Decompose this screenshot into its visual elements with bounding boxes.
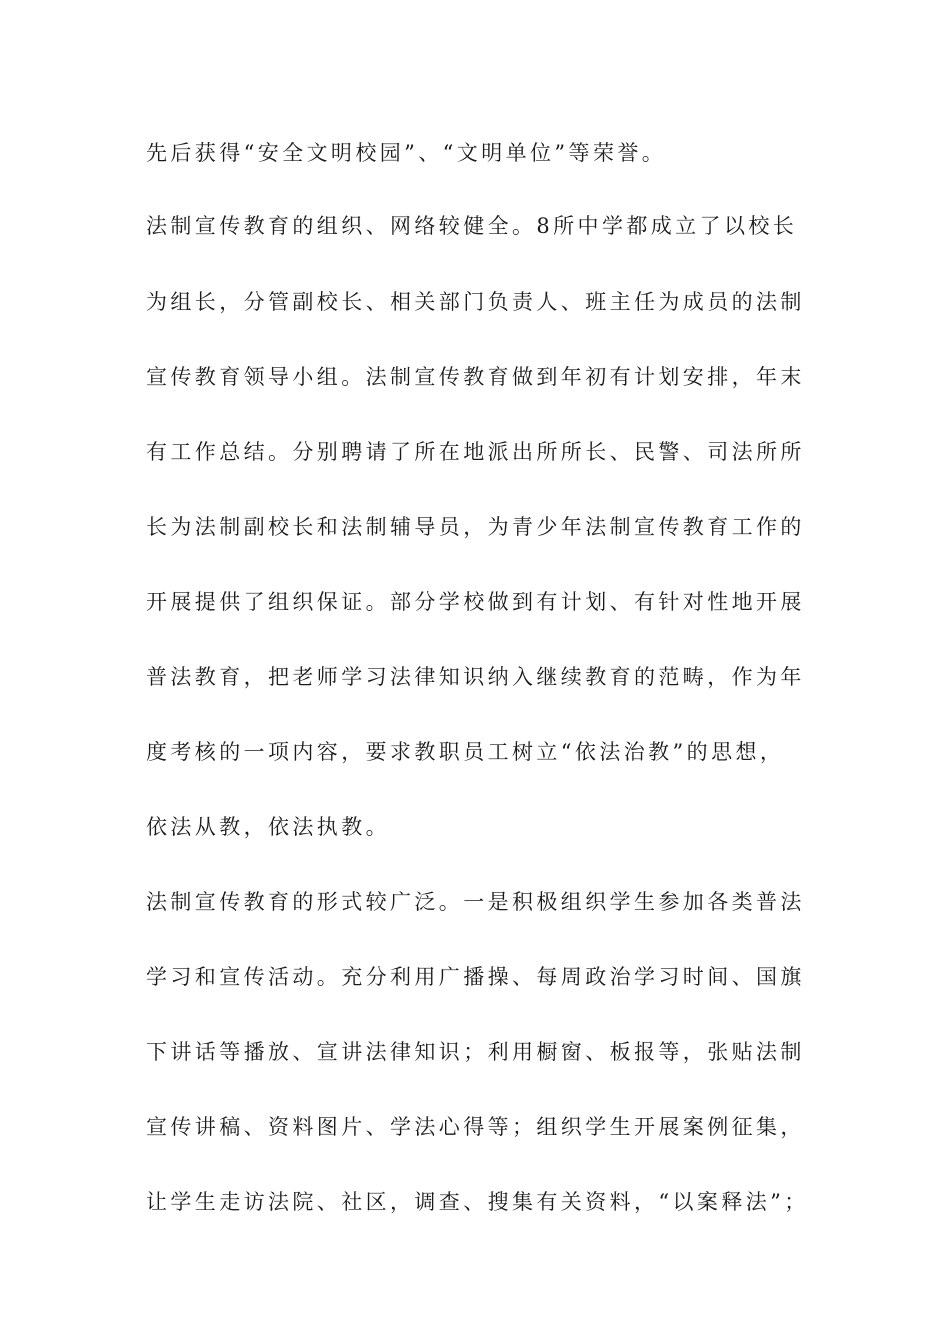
- text-line: 宣传讲稿、资料图片、学法心得等；组织学生开展案例征集，: [146, 1115, 805, 1139]
- text-line: 学习和宣传活动。充分利用广播操、每周政治学习时间、国旗: [146, 965, 805, 989]
- text-line: 有工作总结。分别聘请了所在地派出所所长、民警、司法所所: [146, 440, 805, 464]
- text-line: 度考核的一项内容，要求教职员工树立“依法治教”的思想，: [146, 740, 785, 764]
- text-line: 开展提供了组织保证。部分学校做到有计划、有针对性地开展: [146, 590, 805, 614]
- text-line: 下讲话等播放、宣讲法律知识；利用橱窗、板报等，张贴法制: [146, 1040, 805, 1064]
- text-line: 普法教育，把老师学习法律知识纳入继续教育的范畴，作为年: [146, 665, 805, 689]
- text-line: 先后获得“安全文明校园”、“文明单位”等荣誉。: [146, 141, 667, 165]
- text-line: 依法从教，依法执教。: [146, 815, 390, 839]
- text-line: 宣传教育领导小组。法制宣传教育做到年初有计划安排，年末: [146, 365, 805, 389]
- text-line: 长为法制副校长和法制辅导员，为青少年法制宣传教育工作的: [146, 515, 805, 539]
- text-line: 法制宣传教育的形式较广泛。一是积极组织学生参加各类普法: [146, 890, 805, 914]
- text-line: 为组长，分管副校长、相关部门负责人、班主任为成员的法制: [146, 290, 805, 314]
- text-line: 法制宣传教育的组织、网络较健全。8所中学都成立了以校长: [146, 214, 798, 238]
- text-line: 让学生走访法院、社区，调查、搜集有关资料，“以案释法”；: [146, 1190, 809, 1214]
